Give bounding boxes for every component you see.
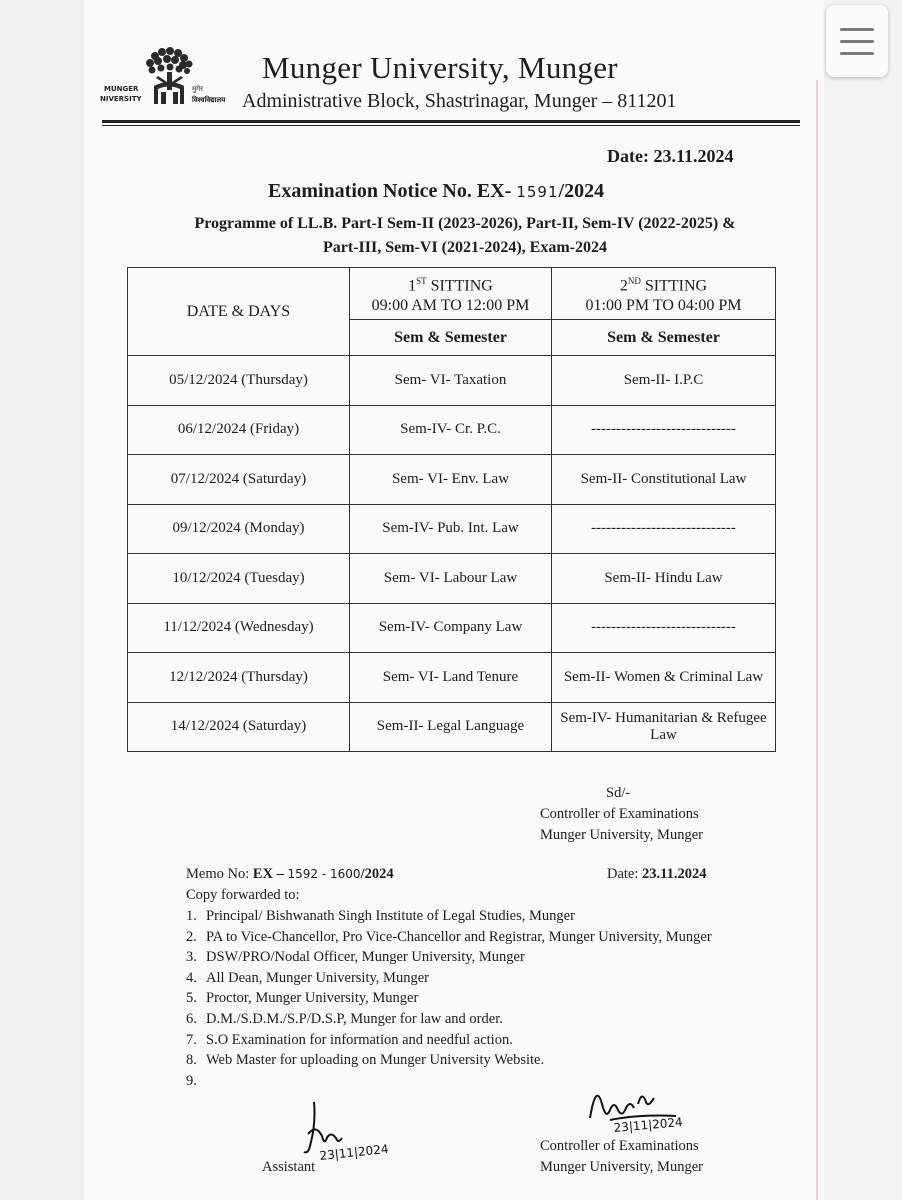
row-first-sitting: Sem- VI- Taxation	[350, 356, 552, 406]
row-date: 05/12/2024 (Thursday)	[128, 356, 350, 406]
row-second-sitting: -----------------------------	[552, 504, 776, 554]
exam-schedule-table	[127, 267, 776, 752]
table-row	[128, 554, 776, 604]
svg-text:23|11|2024: 23|11|2024	[318, 1141, 390, 1163]
row-first-sitting: Sem-IV- Cr. P.C.	[350, 405, 552, 455]
row-date: 06/12/2024 (Friday)	[128, 405, 350, 455]
header-date-days: DATE & DAYS	[128, 268, 350, 356]
copy-forwarded-list	[186, 906, 712, 1091]
left-margin	[0, 0, 84, 1200]
row-second-sitting: Sem-II- Women & Criminal Law	[552, 653, 776, 703]
svg-text:23|11|2024: 23|11|2024	[613, 1115, 684, 1135]
row-second-sitting: Sem-II- I.P.C	[552, 356, 776, 406]
list-item: 3. DSW/PRO/Nodal Officer, Munger University, Munger	[186, 949, 525, 966]
university-logo	[100, 42, 240, 108]
row-first-sitting: Sem-IV- Company Law	[350, 603, 552, 653]
memo-number: Memo No: EX – 1592 - 1600/2024	[186, 866, 394, 882]
table-row	[128, 653, 776, 703]
programme-title: Programme of LL.B. Part-I Sem-II (2023-2026), Part-II, Sem-IV (2022-2025) & Part-III, Sem-VI (2021-2024), Exam-2024	[194, 215, 736, 256]
row-second-sitting: -----------------------------	[552, 405, 776, 455]
notice-date: Date: 23.11.2024	[607, 146, 734, 166]
row-date: 10/12/2024 (Tuesday)	[128, 554, 350, 604]
table-row	[128, 504, 776, 554]
assistant-label: Assistant	[262, 1159, 316, 1175]
list-item: 1. Principal/ Bishwanath Singh Institute of Legal Studies, Munger	[186, 908, 575, 924]
row-second-sitting: Sem-IV- Humanitarian & Refugee Law	[552, 702, 776, 752]
list-item: 4. All Dean, Munger University, Munger	[186, 969, 429, 986]
logo-text-left-1: MUNGER	[104, 85, 139, 93]
copy-forwarded-label: Copy forwarded to:	[186, 887, 300, 903]
university-name: Munger University, Munger	[262, 50, 618, 85]
row-second-sitting: -----------------------------	[552, 603, 776, 653]
header-rule	[102, 120, 800, 123]
table-row	[128, 405, 776, 455]
header-rule-thin	[102, 125, 800, 126]
header-second-sitting: 2ND SITTING 01:00 PM TO 04:00 PM	[552, 268, 776, 320]
row-first-sitting: Sem- VI- Env. Law	[350, 455, 552, 505]
row-first-sitting: Sem- VI- Land Tenure	[350, 653, 552, 703]
row-first-sitting: Sem- VI- Labour Law	[350, 554, 552, 604]
list-item: 2. PA to Vice-Chancellor, Pro Vice-Chancellor and Registrar, Munger University, Munger	[186, 928, 712, 945]
header-sem-2: Sem & Semester	[552, 320, 776, 356]
header-first-sitting: 1ST SITTING 09:00 AM TO 12:00 PM	[350, 268, 552, 320]
row-date: 11/12/2024 (Wednesday)	[128, 603, 350, 653]
row-first-sitting: Sem-IV- Pub. Int. Law	[350, 504, 552, 554]
signoff-block: Sd/- Controller of Examinations Munger University, Munger	[540, 785, 703, 843]
handwritten-notice-number: 1591	[516, 183, 559, 201]
row-first-sitting: Sem-II- Legal Language	[350, 702, 552, 752]
row-second-sitting: Sem-II- Constitutional Law	[552, 455, 776, 505]
table-row	[128, 356, 776, 406]
table-row	[128, 702, 776, 752]
logo-text-right-2: विश्वविद्यालय	[192, 96, 226, 104]
right-margin	[824, 0, 902, 1200]
logo-text-left-2: NIVERSITY	[100, 95, 142, 103]
controller-signature-block: Controller of Examinations Munger University, Munger	[540, 1138, 703, 1175]
list-item: 5. Proctor, Munger University, Munger	[186, 990, 419, 1007]
table-row	[128, 603, 776, 653]
row-second-sitting: Sem-II- Hindu Law	[552, 554, 776, 604]
header-sem-1: Sem & Semester	[350, 320, 552, 356]
list-item: 8. Web Master for uploading on Munger University Website.	[186, 1052, 545, 1069]
list-item: 7. S.O Examination for information and needful action.	[186, 1031, 513, 1048]
controller-signature	[580, 1074, 700, 1140]
notice-number: Examination Notice No. EX- 1591/2024	[268, 180, 605, 202]
logo-text-right-1: मुंगेर	[192, 85, 203, 93]
pink-margin-line	[816, 80, 818, 1200]
row-date: 12/12/2024 (Thursday)	[128, 653, 350, 703]
table-row	[128, 455, 776, 505]
row-date: 14/12/2024 (Saturday)	[128, 702, 350, 752]
memo-date: Date: 23.11.2024	[607, 866, 707, 882]
list-item: 6. D.M./S.D.M./S.P/D.S.P, Munger for law and order.	[186, 1010, 503, 1027]
list-item: 9.	[186, 1072, 197, 1089]
handwritten-memo-range: 1592 - 1600	[287, 867, 361, 881]
hamburger-menu-icon[interactable]	[826, 5, 888, 77]
row-date: 07/12/2024 (Saturday)	[128, 455, 350, 505]
university-address: Administrative Block, Shastrinagar, Munger – 811201	[242, 90, 677, 112]
row-date: 09/12/2024 (Monday)	[128, 504, 350, 554]
